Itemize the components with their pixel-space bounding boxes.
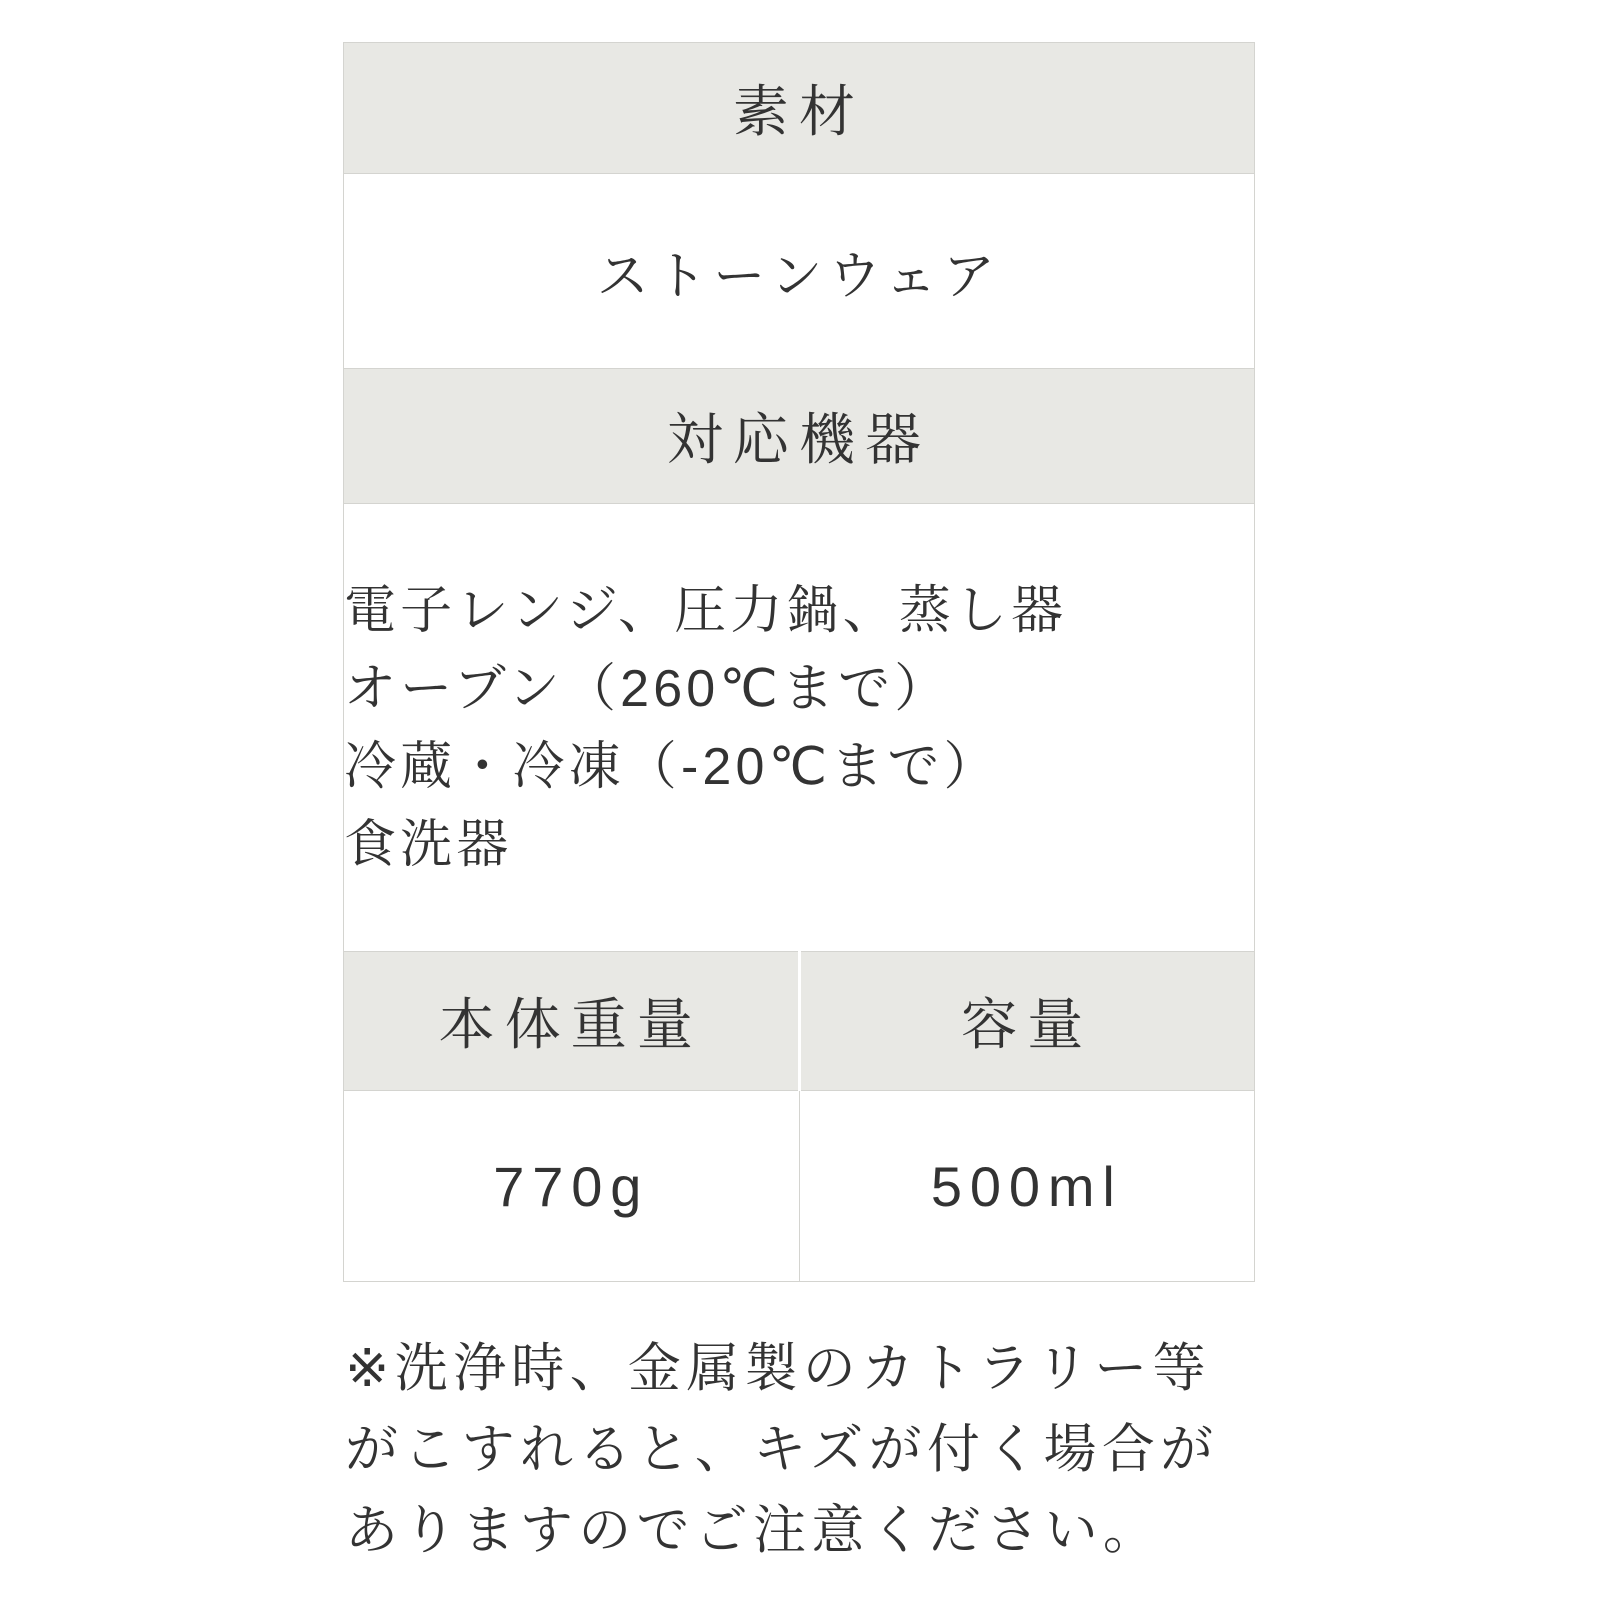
spec-table-body — [344, 43, 1255, 1282]
weight-capacity-header-row — [344, 952, 1255, 1091]
devices-line-oven: オーブン（260℃まで） — [344, 659, 951, 718]
weight-value: 770g — [344, 1091, 800, 1282]
devices-value — [344, 504, 1255, 952]
devices-line-freezer: 冷蔵・冷凍（-20℃まで） — [344, 737, 1000, 796]
devices-value-row — [344, 504, 1255, 952]
devices-line-microwave: 電子レンジ、圧力鍋、蒸し器 — [344, 581, 1068, 640]
material-header-row — [344, 43, 1255, 174]
material-header: 素材 — [344, 43, 1255, 174]
capacity-header: 容量 — [799, 952, 1255, 1091]
care-note — [345, 1328, 1345, 1571]
material-value-row — [344, 174, 1255, 369]
devices-header: 対応機器 — [344, 369, 1255, 504]
devices-line-dishwasher: 食洗器 — [344, 815, 513, 874]
care-note-line-1: ※洗浄時、金属製のカトラリー等 — [345, 1339, 1211, 1398]
devices-header-row — [344, 369, 1255, 504]
spec-table — [343, 42, 1255, 1282]
capacity-value: 500ml — [799, 1091, 1255, 1282]
weight-header: 本体重量 — [344, 952, 800, 1091]
care-note-line-2: がこすれると、キズが付く場合が — [345, 1420, 1219, 1479]
weight-capacity-value-row — [344, 1091, 1255, 1282]
care-note-line-3: ありますのでご注意ください。 — [345, 1501, 1162, 1560]
material-value: ストーンウェア — [344, 174, 1255, 369]
